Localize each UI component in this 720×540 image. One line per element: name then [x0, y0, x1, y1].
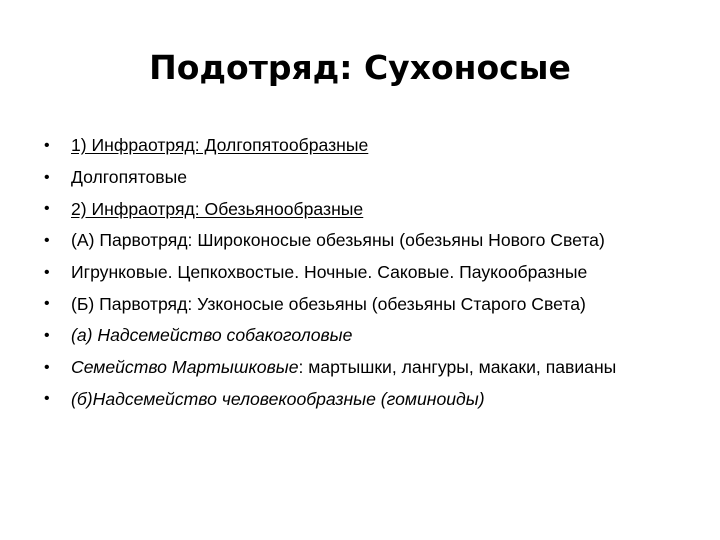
superfamily-hominoidea: (б)Надсемейство человекообразные (гоминоиды) [71, 388, 485, 409]
family-name: Семейство Мартышковые [71, 357, 299, 378]
infraorder-simiiformes: 2) Инфраотряд: Обезьянообразные [71, 198, 364, 219]
bullet-list [44, 130, 704, 415]
parvorder-catarrhini: (Б) Парвотряд: Узконосые обезьяны (обезьяны Старого Света) [71, 293, 586, 314]
list-item [44, 352, 704, 384]
bullet-icon: • [44, 231, 50, 249]
slide-title: Подотряд: Сухоносые [149, 48, 571, 87]
list-item [44, 384, 704, 416]
bullet-icon: • [44, 295, 50, 313]
list-item [44, 130, 704, 162]
bullet-icon: • [44, 168, 50, 186]
parvorder-platyrrhini: (А) Парвотряд: Широконосые обезьяны (обезьяны Нового Света) [71, 230, 605, 251]
list-item [44, 257, 704, 289]
bullet-icon: • [44, 200, 50, 218]
bullet-icon: • [44, 136, 50, 154]
bullet-icon: • [44, 358, 50, 376]
list-item [44, 288, 704, 320]
list-item [44, 193, 704, 225]
family-cercopithecidae [71, 357, 616, 378]
list-item [44, 225, 704, 257]
bullet-icon: • [44, 326, 50, 344]
bullet-icon: • [44, 390, 50, 408]
platyrrhini-families: Игрунковые. Цепкохвостые. Ночные. Саковые. Паукообразные [71, 262, 588, 283]
bullet-icon: • [44, 263, 50, 281]
infraorder-tarsiiformes: 1) Инфраотряд: Долгопятообразные [71, 135, 369, 156]
list-item [44, 162, 704, 194]
family-members: : мартышки, лангуры, макаки, павианы [298, 357, 617, 378]
family-tarsiidae: Долгопятовые [71, 167, 188, 188]
superfamily-cercopithecoidea: (а) Надсемейство собакоголовые [71, 325, 353, 346]
list-item [44, 320, 704, 352]
